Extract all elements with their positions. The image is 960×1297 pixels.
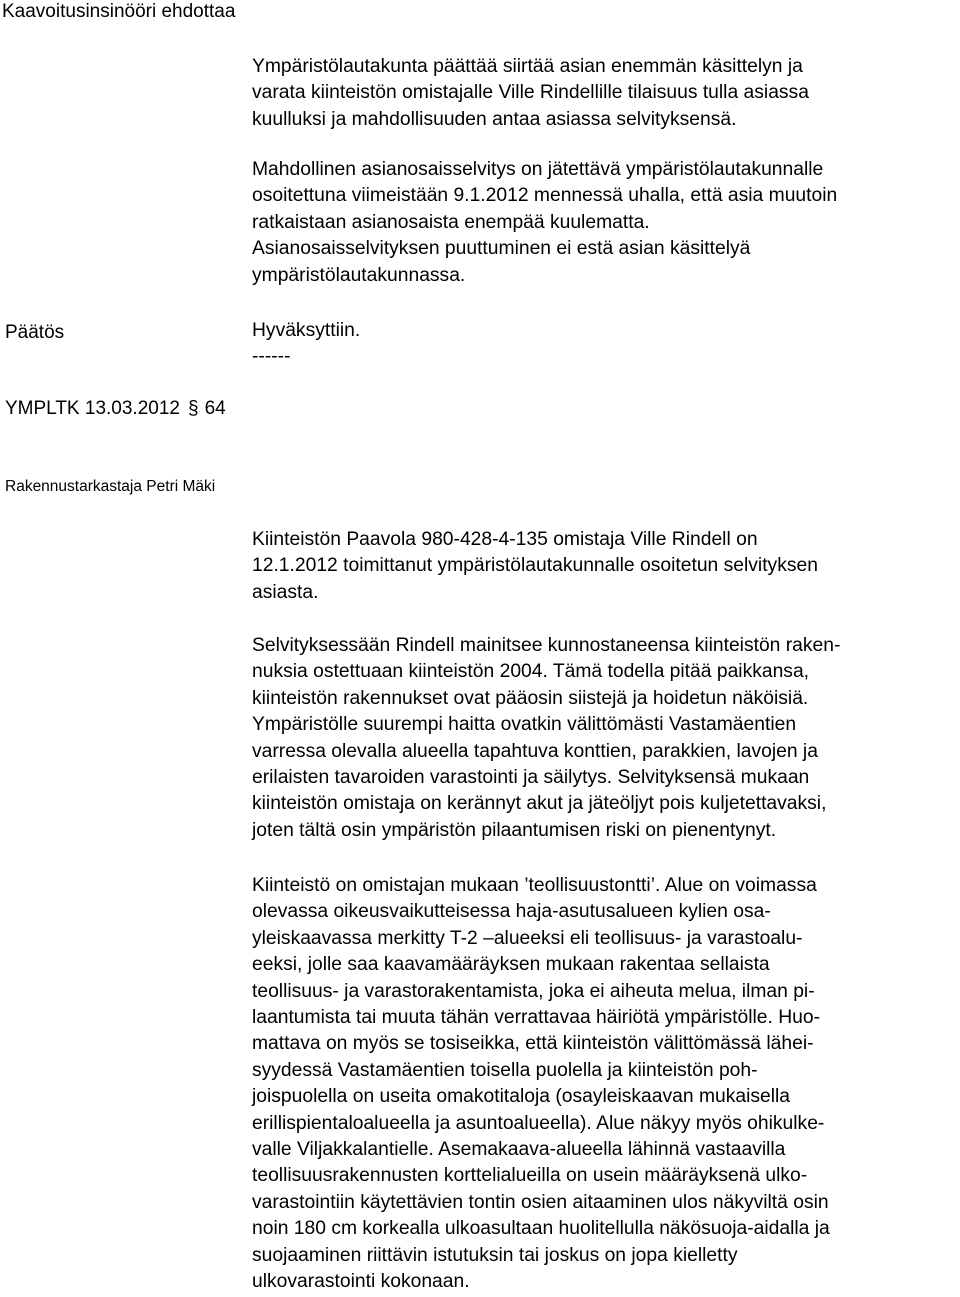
section-number: 64: [204, 398, 226, 419]
deadline-text: Mahdollinen asianosaisselvitys on jätettävä ympäristölautakunnalle osoitettuna viimeistään 9.1.2012 mennessä uhalla, että asia muutoin ratkaistaan asianosaista enempää kuulematta. Asianosaisselvityksen puuttuminen ei estä asian käsittelyä ympäristölautakunnassa.: [252, 159, 838, 286]
meeting-identifier: [5, 397, 226, 420]
decision-label: Päätös: [5, 322, 65, 343]
meeting-code: YMPLTK 13.03.2012: [5, 398, 180, 419]
paragraph: Kiinteistön Paavola 980-428-4-135 omistaja Ville Rindell on 12.1.2012 toimittanut ympäristölautakunnalle osoitetun selvityksen asiasta.: [252, 529, 818, 603]
presenter-label: Rakennustarkastaja Petri Mäki: [5, 478, 216, 495]
section-symbol: §: [187, 398, 199, 419]
paragraph: Kiinteistö on omistajan mukaan ’teollisuustontti’. Alue on voimassa olevassa oikeusvaikutteisessa haja-asutusalueen kylien osa- yleiskaavassa merkitty T-2 –alueeksi eli teollisuus- ja varastoalu- eeksi, jolle saa kaavamääräyksen mukaan rakentaa sellaista teollisuus- ja varastorakentamista, joka ei aiheuta melua, ilman pi- laantumista tai muuta tähän verrattavaa häiriötä ympäristölle. Huo- mattava on myös se tosiseikka, että kiinteistön välittömässä lähei- syydessä Vastamäentien toisella puolella ja kiinteistön poh- joispuolella on useita omakotitaloja (osayleiskaavan mukaisella erillispientaloalueella ja asuntoalueella). Alue näkyy myös ohikulke- valle Viljakkalantielle. Asemakaava-alueella lähinnä vastaavilla teollisuusrakennusten korttelialueilla on usein määräyksenä ulko- varastointiin käytettävien tontin osien aitaaminen ulos näkyviltä osin noin 180 cm korkealla ulkoasultaan huolitellulla näkösuoja-aidalla ja suojaaminen riittävin istutuksin tai joskus on jopa kielletty ulkovarastointi kokonaan.: [252, 875, 830, 1293]
proposal-heading: Kaavoitusinsinööri ehdottaa: [2, 1, 236, 22]
proposal-text: Ympäristölautakunta päättää siirtää asian enemmän käsittelyn ja varata kiinteistön omistajalle Ville Rindellille tilaisuus tulla asiassa kuulluksi ja mahdollisuuden antaa asiassa selvityksensä.: [252, 56, 809, 130]
paragraph: Selvityksessään Rindell mainitsee kunnostaneensa kiinteistön raken- nuksia ostettuaan kiinteistön 2004. Tämä todella pitää paikkansa, kiinteistön rakennukset ovat pääosin siistejä ja hoidetun näköisiä. Ympäristölle suurempi haitta ovatkin välittömästi Vastamäentien varressa olevalla alueella tapahtuva konttien, parakkien, lavojen ja erilaisten tavaroiden varastointi ja säilytys. Selvityksensä mukaan kiinteistön omistaja on kerännyt akut ja jäteöljyt pois kuljetettavaksi, joten tältä osin ympäristön pilaantumisen riski on pienentynyt.: [252, 635, 841, 841]
decision-text: Hyväksyttiin.: [252, 320, 361, 341]
decision-separator: ------: [252, 346, 291, 367]
